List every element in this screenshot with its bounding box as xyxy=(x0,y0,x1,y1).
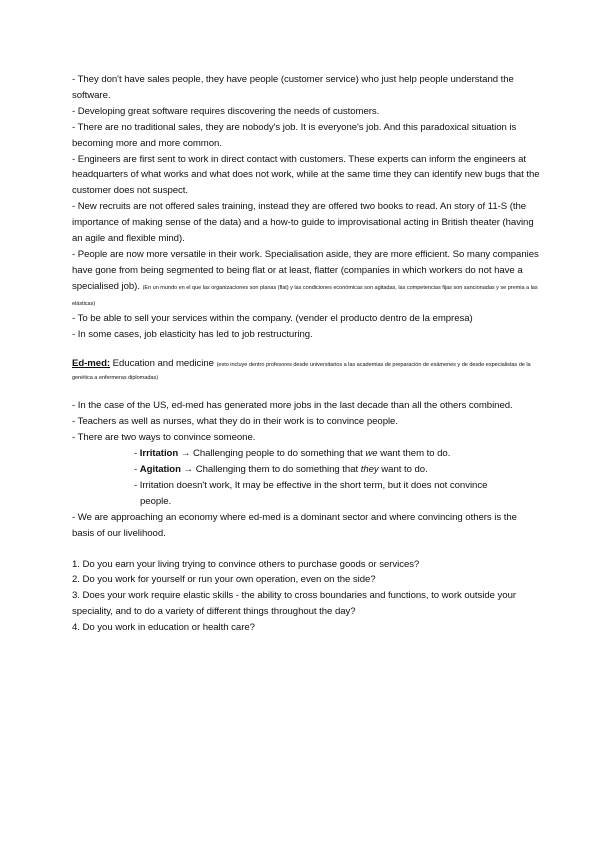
sub-agitation: - Agitation → Challenging them to do something that they want to do. xyxy=(134,464,428,476)
bullet-economy: - We are approaching an economy where ed-med is a dominant sector and where convincing others is the basis of our livelihood. xyxy=(72,511,517,539)
agitation-emphasis: they xyxy=(360,464,379,476)
bullet-new-recruits: - New recruits are not offered sales training, instead they are offered two books to read. An story of 11-S (the importance of making sense of the data) and a how-to guide to improvisational acting in British theater (having an agile and flexible mind). xyxy=(72,201,534,245)
bullet-customer-service: - They don't have sales people, they have people (customer service) who just help people understand the software. xyxy=(72,74,514,101)
arrow-right-icon: → xyxy=(183,464,194,476)
sub-irritation-note-cont: people. xyxy=(140,495,172,507)
question-2: 2. Do you work for yourself or run your own operation, even on the side? xyxy=(72,574,376,586)
arrow-right-icon: → xyxy=(180,448,191,460)
agitation-text-end: want to do. xyxy=(381,464,428,476)
question-3: 3. Does your work require elastic skills - the ability to cross boundaries and functions, to work outside your speciality, and to do a variety of different things throughout the day? xyxy=(72,590,517,618)
bullet-teachers-nurses: - Teachers as well as nurses, what they do in their work is to convince people. xyxy=(72,416,398,428)
spacer xyxy=(72,542,540,557)
agitation-text: Challenging them to do something that xyxy=(195,464,359,476)
spacer xyxy=(72,383,540,398)
agitation-label: Agitation xyxy=(139,464,181,476)
bullet-sell-services: - To be able to sell your services within the company. (vender el producto dentro de la empresa) xyxy=(72,312,473,324)
bullet-us-jobs: - In the case of the US, ed-med has generated more jobs in the last decade than all the others combined. xyxy=(72,400,513,412)
edmed-note: (esto incluye dentro profesores desde universitarios a las academias de preparación de exámenes y de desde especialistas de la genética a enfermeras diplomadas) xyxy=(72,362,531,382)
versatile-text: - People are now more versatile in their work. Specialisation aside, they are more efficient. So many companies have gone from being segmented to being flat or at least, flatter (companies in which workers do not have a specialised job). xyxy=(72,248,539,292)
edmed-heading: Ed-med: xyxy=(72,358,111,370)
sub-irritation-note: - Irritation doesn't work, It may be effective in the short term, but it does not convince xyxy=(134,479,488,491)
bullet-no-traditional-sales: - There are no traditional sales, they are nobody's job. It is everyone's job. And this paradoxical situation is becoming more and more common. xyxy=(72,121,517,149)
irritation-text: Challenging people to do something that xyxy=(192,448,363,460)
sub-irritation: - Irritation → Challenging people to do something that we want them to do. xyxy=(134,448,451,460)
bullet-two-ways: - There are two ways to convince someone. xyxy=(72,432,256,444)
irritation-label: Irritation xyxy=(139,448,179,460)
irritation-text-end: want them to do. xyxy=(380,448,451,460)
bullet-versatile xyxy=(72,247,540,311)
edmed-title: Education and medicine xyxy=(112,358,214,370)
question-1: 1. Do you earn your living trying to convince others to purchase goods or services? xyxy=(72,558,420,570)
bullet-customer-needs: - Developing great software requires discovering the needs of customers. xyxy=(72,105,380,117)
edmed-heading-line xyxy=(72,357,540,383)
bullet-job-elasticity: - In some cases, job elasticity has led to job restructuring. xyxy=(72,328,313,340)
irritation-emphasis: we xyxy=(365,448,378,460)
question-4: 4. Do you work in education or health care? xyxy=(72,622,255,634)
bullet-engineers: - Engineers are first sent to work in direct contact with customers. These experts can inform the engineers at headquarters of what works and what does not work, while at the same time they can identify new bugs that the customer does not suspect. xyxy=(72,153,540,197)
spacer xyxy=(72,342,540,357)
versatile-note: (En un mundo en el que las organizaciones son planas (flat) y las condiciones económicas son agitadas, las competencias fijas son sancionadas y se premia a las elásticas) xyxy=(72,284,538,307)
